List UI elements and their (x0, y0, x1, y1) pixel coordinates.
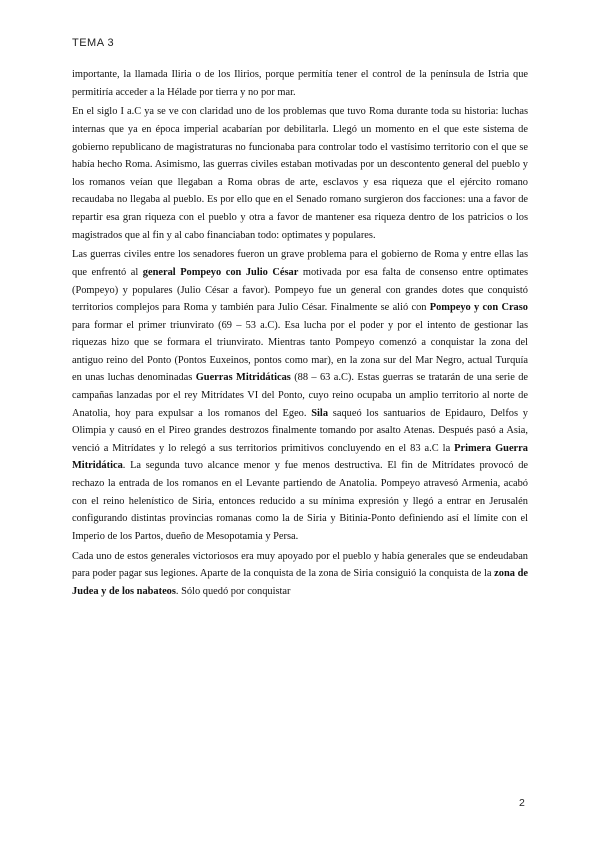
text-run: . Sólo quedó por conquistar (175, 585, 291, 597)
paragraph (72, 103, 528, 244)
text-run: (88 – 63 a.C). Estas guerras se tratarán de una serie de campañas lanzadas por el rey Mitrídates VI del Ponto, cuyo reino ocupaba un amplio territorio al norte de Anatolia, hoy para expulsar a los romanos del Egeo. (72, 372, 529, 419)
document-body (72, 66, 528, 603)
bold-text: general Pompeyo con Julio César (142, 266, 299, 278)
paragraph (72, 548, 528, 601)
text-run: motivada por esa falta de consenso entre optimates (Pompeyo) y populares (Julio César a favor). Pompeyo fue un general con grandes dotes que conquistó territorios complejos para Roma y también para Julio César. Finalmente se alió con (72, 266, 529, 314)
text-run: para formar el primer triunvirato (69 – 53 a.C). Esa lucha por el poder y por el intento de gestionar las riquezas hizo que se formara el triunvirato. Mientras tanto Pompeyo comenzó a conquistar la zona del antiguo reino del Ponto (Pontos Euxeinos, pontos como mar), en la zona sur del Mar Negro, actual Turquía en unas luchas denominadas (72, 319, 528, 384)
paragraph (72, 66, 528, 101)
page-header-title: TEMA 3 (72, 37, 115, 49)
page-number: 2 (519, 797, 525, 809)
bold-text: Guerras Mitridáticas (195, 372, 291, 384)
text-run: . La segunda tuvo alcance menor y fue menos destructiva. El fin de Mitrídates provocó de rechazo la entrada de los romanos en el Levante partiendo de Anatolia. Pompeyo atravesó Armenia, acabó con el reino helenístico de Siria, entonces reducido a su mínima expresión y llegó a entrar en Jerusalén configurando distintas provincias romanas como la de Siria y Bitinia-Ponto definiendo así el límite con el Imperio de los Partos, dueño de Mesopotamia y Persa. (72, 460, 528, 542)
text-run: En el siglo I a.C ya se ve con claridad uno de los problemas que tuvo Roma durante toda su historia: luchas internas que ya en época imperial acabarían por debilitarla. Llegó un momento en el que este sistema de gobierno republicano de magistraturas no funcionaba para controlar todo el vastísimo territorio con el que se había hecho Roma. Asimismo, las guerras civiles estaban motivadas por un descontento general del pueblo y los romanos veían que llegaban a Roma obras de arte, esclavos y esa riqueza que el ejército romano recaudaba no llegaba al pueblo. Es por ello que en el Senado romano surgieron dos facciones: una a favor de repartir esa gran riqueza con el pueblo y otra a favor de mantener esa riqueza dentro de los patricios o los magistrados que al fin y al cabo financiaban todo: optimates y populares. (72, 106, 528, 241)
bold-text: Sila (311, 407, 329, 419)
bold-text: zona de Judea y de los nabateos (72, 568, 528, 597)
text-run: Cada uno de estos generales victoriosos era muy apoyado por el pueblo y había generales que se endeudaban para poder pagar sus legiones. Aparte de la conquista de la zona de Siria consiguió la conquista de la (72, 550, 528, 580)
text-run: Las guerras civiles entre los senadores fueron un grave problema para el gobierno de Roma y entre ellas las que enfrentó al (72, 249, 528, 278)
text-run: importante, la llamada Iliria o de los Ilirios, porque permitía tener el control de la península de Istria que permitiría acceder a la Hélade por tierra y no por mar. (72, 69, 528, 98)
paragraph (72, 246, 528, 545)
bold-text: Pompeyo y con Craso (429, 302, 528, 314)
bold-text: Primera Guerra Mitridática (72, 442, 528, 472)
text-run: saqueó los santuarios de Epidauro, Delfos y Olimpia y causó en el Pireo grandes destrozos finalmente tomando por asalto Atenas. Después pasó a Asia, venció a Mitrídates y lo relegó a sus territorios primitivos concluyendo en el 83 a.C la (72, 407, 528, 454)
